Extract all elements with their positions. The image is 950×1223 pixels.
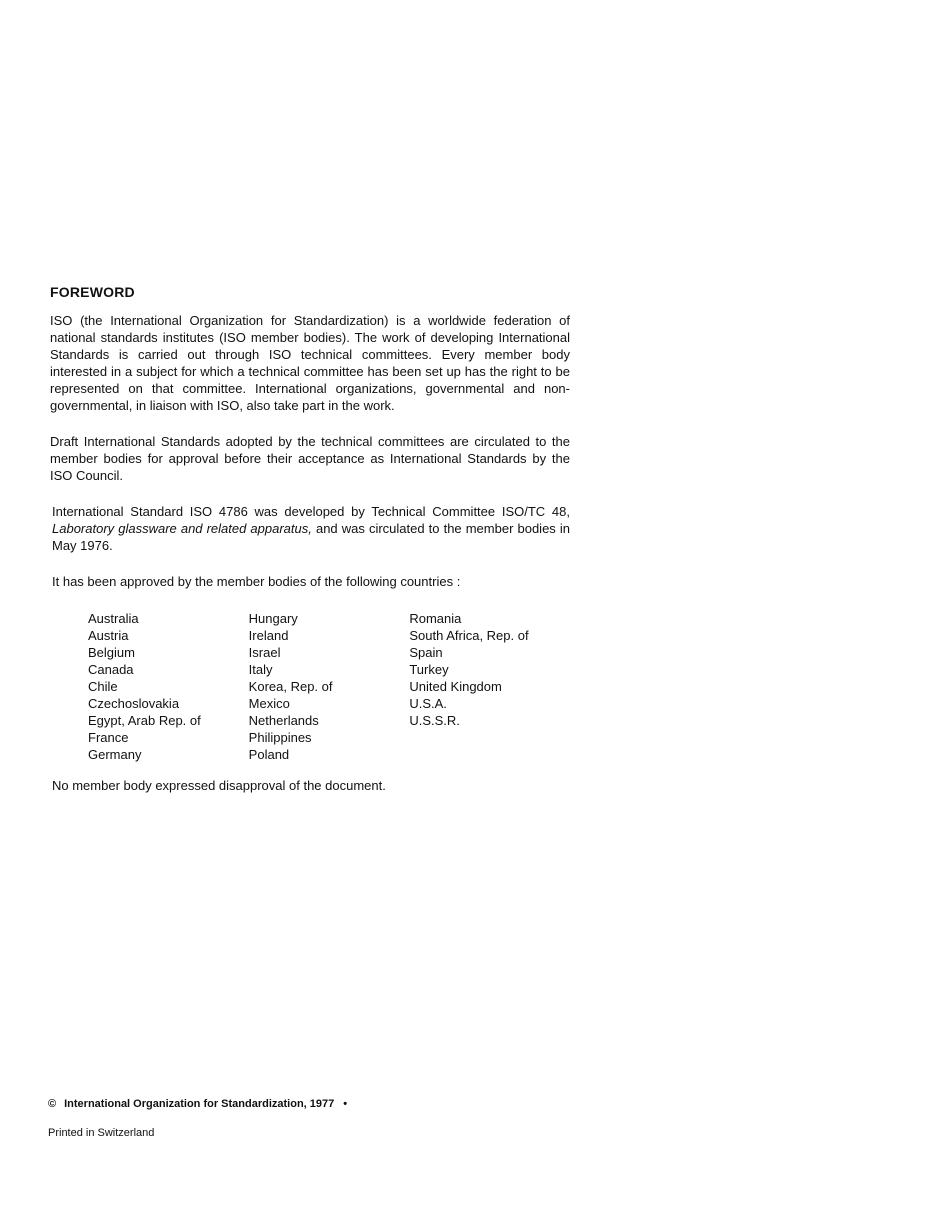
country-item: Ireland [248, 628, 289, 643]
country-item: U.S.S.R. [409, 713, 460, 728]
country-item: United Kingdom [409, 679, 502, 694]
foreword-section [50, 284, 570, 794]
p3-text-end: and was circulated to the member bodies in May 1976. [52, 521, 570, 553]
paragraph-iso-4786 [50, 503, 570, 554]
committee-title: Laboratory glassware and related apparatus, [52, 521, 312, 536]
country-item: Czechoslovakia [88, 696, 180, 711]
country-column-3 [409, 610, 570, 763]
country-item: U.S.A. [409, 696, 447, 711]
country-item: South Africa, Rep. of [409, 628, 529, 643]
country-item: Netherlands [248, 713, 319, 728]
foreword-heading: FOREWORD [50, 284, 135, 300]
paragraph-no-disapproval: No member body expressed disapproval of the document. [52, 778, 386, 793]
country-item: Korea, Rep. of [248, 679, 333, 694]
paragraph-approval: It has been approved by the member bodies of the following countries : [52, 574, 461, 589]
country-item: Belgium [88, 645, 135, 660]
country-item: Romania [409, 611, 462, 626]
country-item: France [88, 730, 129, 745]
printed-in-line: Printed in Switzerland [48, 1127, 155, 1139]
country-list [88, 610, 570, 763]
country-item: Austria [88, 628, 129, 643]
bullet-mark: • [343, 1098, 348, 1110]
country-item: Australia [88, 611, 139, 626]
country-item: Chile [88, 679, 118, 694]
country-item: Spain [409, 645, 443, 660]
country-item: Poland [248, 747, 290, 762]
copyright-text: International Organization for Standardization, 1977 [64, 1098, 335, 1110]
paragraph-iso-intro: ISO (the International Organization for Standardization) is a worldwide federation of national standards institutes (ISO member bodies). The work of developing International Standards is carried out through ISO technical committees. Every member body interested in a subject for which a technical committee has been set up has the right to be represented on that committee. International organizations, governmental and non-governmental, in liaison with ISO, also take part in the work. [50, 313, 570, 413]
paragraph-draft-standards: Draft International Standards adopted by the technical committees are circulated to the member bodies for approval before their acceptance as International Standards by the ISO Council. [50, 434, 570, 483]
copyright-line [48, 1098, 347, 1110]
country-item: Italy [248, 662, 273, 677]
country-column-2 [249, 610, 410, 763]
copyright-symbol: © [48, 1098, 57, 1110]
country-item: Hungary [248, 611, 298, 626]
country-item: Mexico [248, 696, 290, 711]
country-item: Egypt, Arab Rep. of [88, 713, 201, 728]
country-item: Turkey [409, 662, 449, 677]
country-item: Canada [88, 662, 134, 677]
country-item: Germany [88, 747, 142, 762]
p3-text-start: International Standard ISO 4786 was developed by Technical Committee ISO/TC 48, [52, 504, 570, 519]
country-column-1 [88, 610, 249, 763]
country-item: Israel [248, 645, 281, 660]
country-item: Philippines [248, 730, 312, 745]
